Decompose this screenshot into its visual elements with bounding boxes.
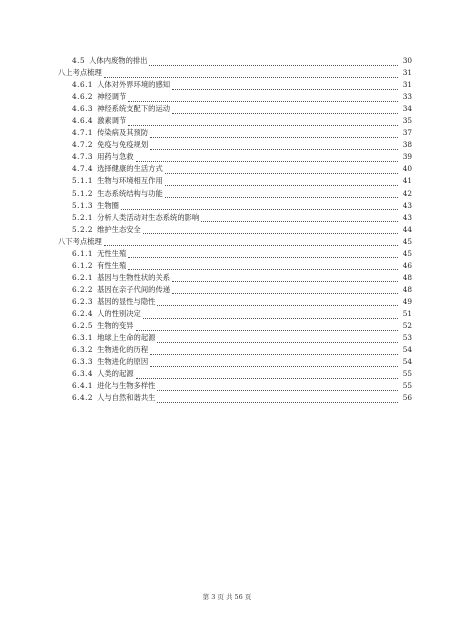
toc-page-number: 39	[402, 152, 412, 162]
toc-entry-title: 八上考点梳理	[58, 68, 102, 78]
toc-dot-leader	[128, 261, 398, 270]
toc-entry-title: 生物进化的历程	[97, 345, 149, 355]
toc-entry-number: 6.2.5	[72, 321, 94, 331]
toc-entry-number: 6.2.2	[72, 284, 94, 294]
toc-entry[interactable]	[58, 368, 412, 380]
toc-entry[interactable]	[58, 55, 412, 67]
toc-entry-title: 基因在亲子代间的传递	[97, 284, 171, 294]
toc-entry-title: 基因与生物性状的关系	[97, 272, 171, 282]
toc-entry[interactable]	[58, 392, 412, 404]
toc-entry[interactable]	[58, 115, 412, 127]
toc-entry[interactable]	[58, 103, 412, 115]
toc-entry-title: 人类的起源	[97, 369, 134, 379]
toc-entry-number: 6.3.3	[72, 357, 94, 367]
toc-page-number: 43	[402, 200, 412, 210]
toc-page-number: 38	[402, 140, 412, 150]
toc-dot-leader	[136, 322, 398, 331]
toc-section-entry[interactable]	[58, 236, 412, 248]
toc-entry-number: 4.6.4	[72, 116, 94, 126]
toc-page-number: 42	[402, 188, 412, 198]
toc-dot-leader	[157, 297, 398, 306]
toc-entry-title: 激素调节	[97, 116, 127, 126]
toc-entry[interactable]	[58, 320, 412, 332]
toc-entry[interactable]	[58, 224, 412, 236]
toc-entry-title: 人体对外界环境的感知	[97, 80, 171, 90]
toc-page-number: 34	[402, 104, 412, 114]
toc-dot-leader	[157, 394, 398, 403]
toc-entry-number: 4.7.2	[72, 140, 94, 150]
toc-entry[interactable]	[58, 175, 412, 187]
toc-entry[interactable]	[58, 212, 412, 224]
toc-page-number: 48	[402, 272, 412, 282]
toc-page-number: 55	[402, 369, 412, 379]
toc-page-number: 41	[402, 176, 412, 186]
toc-entry-title: 人的性别决定	[97, 308, 141, 318]
toc-dot-leader	[150, 358, 398, 367]
toc-page-number: 37	[402, 128, 412, 138]
toc-entry[interactable]	[58, 127, 412, 139]
toc-entry-number: 6.3.1	[72, 333, 94, 343]
toc-entry[interactable]	[58, 200, 412, 212]
toc-entry-number: 6.3.4	[72, 369, 94, 379]
toc-entry-number: 5.1.1	[72, 176, 94, 186]
toc-dot-leader	[165, 177, 398, 186]
toc-entry[interactable]	[58, 380, 412, 392]
toc-entry-title: 神经调节	[97, 92, 127, 102]
toc-page-number: 45	[402, 236, 412, 246]
toc-entry-title: 无性生殖	[97, 248, 127, 258]
toc-entry-title: 地球上生命的起源	[97, 333, 156, 343]
toc-page-number: 44	[402, 224, 412, 234]
toc-dot-leader	[201, 213, 398, 222]
toc-entry-number: 5.2.1	[72, 212, 94, 222]
toc-entry[interactable]	[58, 308, 412, 320]
toc-dot-leader	[149, 57, 398, 66]
toc-entry-title: 生物圈	[97, 200, 119, 210]
toc-page-number: 35	[402, 116, 412, 126]
toc-entry-number: 5.1.3	[72, 200, 94, 210]
toc-entry-title: 生物的变异	[97, 321, 134, 331]
toc-page-number: 43	[402, 212, 412, 222]
toc-section-entry[interactable]	[58, 67, 412, 79]
toc-entry-number: 6.4.1	[72, 381, 94, 391]
toc-entry[interactable]	[58, 248, 412, 260]
toc-entry-title: 神经系统支配下的运动	[97, 104, 171, 114]
toc-dot-leader	[172, 81, 398, 90]
toc-entry-title: 生物与环境相互作用	[97, 176, 163, 186]
toc-page-number: 48	[402, 284, 412, 294]
toc-dot-leader	[104, 69, 398, 78]
toc-entry[interactable]	[58, 151, 412, 163]
toc-entry-title: 基因的显性与隐性	[97, 296, 156, 306]
toc-entry-number: 4.7.4	[72, 164, 94, 174]
toc-dot-leader	[128, 117, 398, 126]
toc-entry-number: 6.2.3	[72, 296, 94, 306]
toc-entry-number: 6.1.1	[72, 248, 94, 258]
toc-page-number: 46	[402, 260, 412, 270]
toc-dot-leader	[150, 129, 398, 138]
toc-entry[interactable]	[58, 344, 412, 356]
toc-entry-number: 5.1.2	[72, 188, 94, 198]
toc-dot-leader	[165, 165, 398, 174]
toc-page-number: 40	[402, 164, 412, 174]
toc-dot-leader	[150, 141, 398, 150]
toc-entry-number: 6.4.2	[72, 393, 94, 403]
toc-entry[interactable]	[58, 272, 412, 284]
toc-page-number: 30	[402, 56, 412, 65]
toc-entry[interactable]	[58, 188, 412, 200]
toc-page-number: 53	[402, 333, 412, 343]
toc-entry-number: 4.6.3	[72, 104, 94, 114]
toc-page-number: 51	[402, 308, 412, 318]
table-of-contents	[58, 55, 412, 404]
toc-entry[interactable]	[58, 79, 412, 91]
toc-dot-leader	[128, 93, 398, 102]
toc-dot-leader	[172, 273, 398, 282]
toc-entry-title: 进化与生物多样性	[97, 381, 156, 391]
toc-dot-leader	[121, 201, 398, 210]
toc-entry-number: 6.1.2	[72, 260, 94, 270]
toc-dot-leader	[136, 153, 398, 162]
toc-entry-title: 用药与急救	[97, 152, 134, 162]
toc-dot-leader	[143, 225, 398, 234]
toc-page-number: 49	[402, 296, 412, 306]
toc-dot-leader	[150, 346, 398, 355]
toc-entry-title: 维护生态安全	[97, 224, 141, 234]
toc-page-number: 54	[402, 357, 412, 367]
toc-entry-number: 4.5	[72, 56, 86, 65]
toc-page-number: 52	[402, 321, 412, 331]
toc-dot-leader	[165, 189, 398, 198]
toc-page-number: 55	[402, 381, 412, 391]
toc-dot-leader	[128, 249, 398, 258]
toc-entry-title: 人与自然和谐共生	[97, 393, 156, 403]
toc-dot-leader	[136, 370, 398, 379]
toc-entry[interactable]	[58, 356, 412, 368]
toc-entry-title: 人体内废物的排出	[89, 56, 148, 65]
toc-entry[interactable]	[58, 260, 412, 272]
toc-entry-title: 生物进化的原因	[97, 357, 149, 367]
toc-entry-number: 6.3.2	[72, 345, 94, 355]
toc-page-number: 31	[402, 80, 412, 90]
toc-entry-title: 有性生殖	[97, 260, 127, 270]
toc-page-number: 56	[402, 393, 412, 403]
toc-dot-leader	[157, 334, 398, 343]
toc-entry-title: 八下考点梳理	[58, 236, 102, 246]
toc-entry-number: 4.7.1	[72, 128, 94, 138]
toc-entry[interactable]	[58, 296, 412, 308]
toc-page-number: 45	[402, 248, 412, 258]
toc-entry-title: 传染病及其预防	[97, 128, 149, 138]
toc-page-number: 31	[402, 68, 412, 78]
toc-entry[interactable]	[58, 332, 412, 344]
toc-dot-leader	[143, 310, 398, 319]
toc-entry[interactable]	[58, 139, 412, 151]
toc-dot-leader	[157, 382, 398, 391]
toc-entry[interactable]	[58, 284, 412, 296]
toc-entry-number: 4.6.2	[72, 92, 94, 102]
toc-entry-title: 分析人类活动对生态系统的影响	[97, 212, 200, 222]
toc-entry-number: 6.2.4	[72, 308, 94, 318]
toc-entry-number: 6.2.1	[72, 272, 94, 282]
toc-dot-leader	[172, 105, 398, 114]
toc-dot-leader	[104, 237, 398, 246]
page-footer: 第 3 页 共 56 页	[202, 593, 252, 601]
toc-entry-number: 5.2.2	[72, 224, 94, 234]
toc-entry-title: 生态系统结构与功能	[97, 188, 163, 198]
toc-entry-title: 免疫与免疫规划	[97, 140, 149, 150]
toc-entry-title: 选择健康的生活方式	[97, 164, 163, 174]
toc-entry-number: 4.7.3	[72, 152, 94, 162]
toc-entry[interactable]	[58, 163, 412, 175]
toc-page-number: 54	[402, 345, 412, 355]
toc-entry[interactable]	[58, 91, 412, 103]
toc-dot-leader	[172, 285, 398, 294]
toc-page-number: 33	[402, 92, 412, 102]
toc-entry-number: 4.6.1	[72, 80, 94, 90]
